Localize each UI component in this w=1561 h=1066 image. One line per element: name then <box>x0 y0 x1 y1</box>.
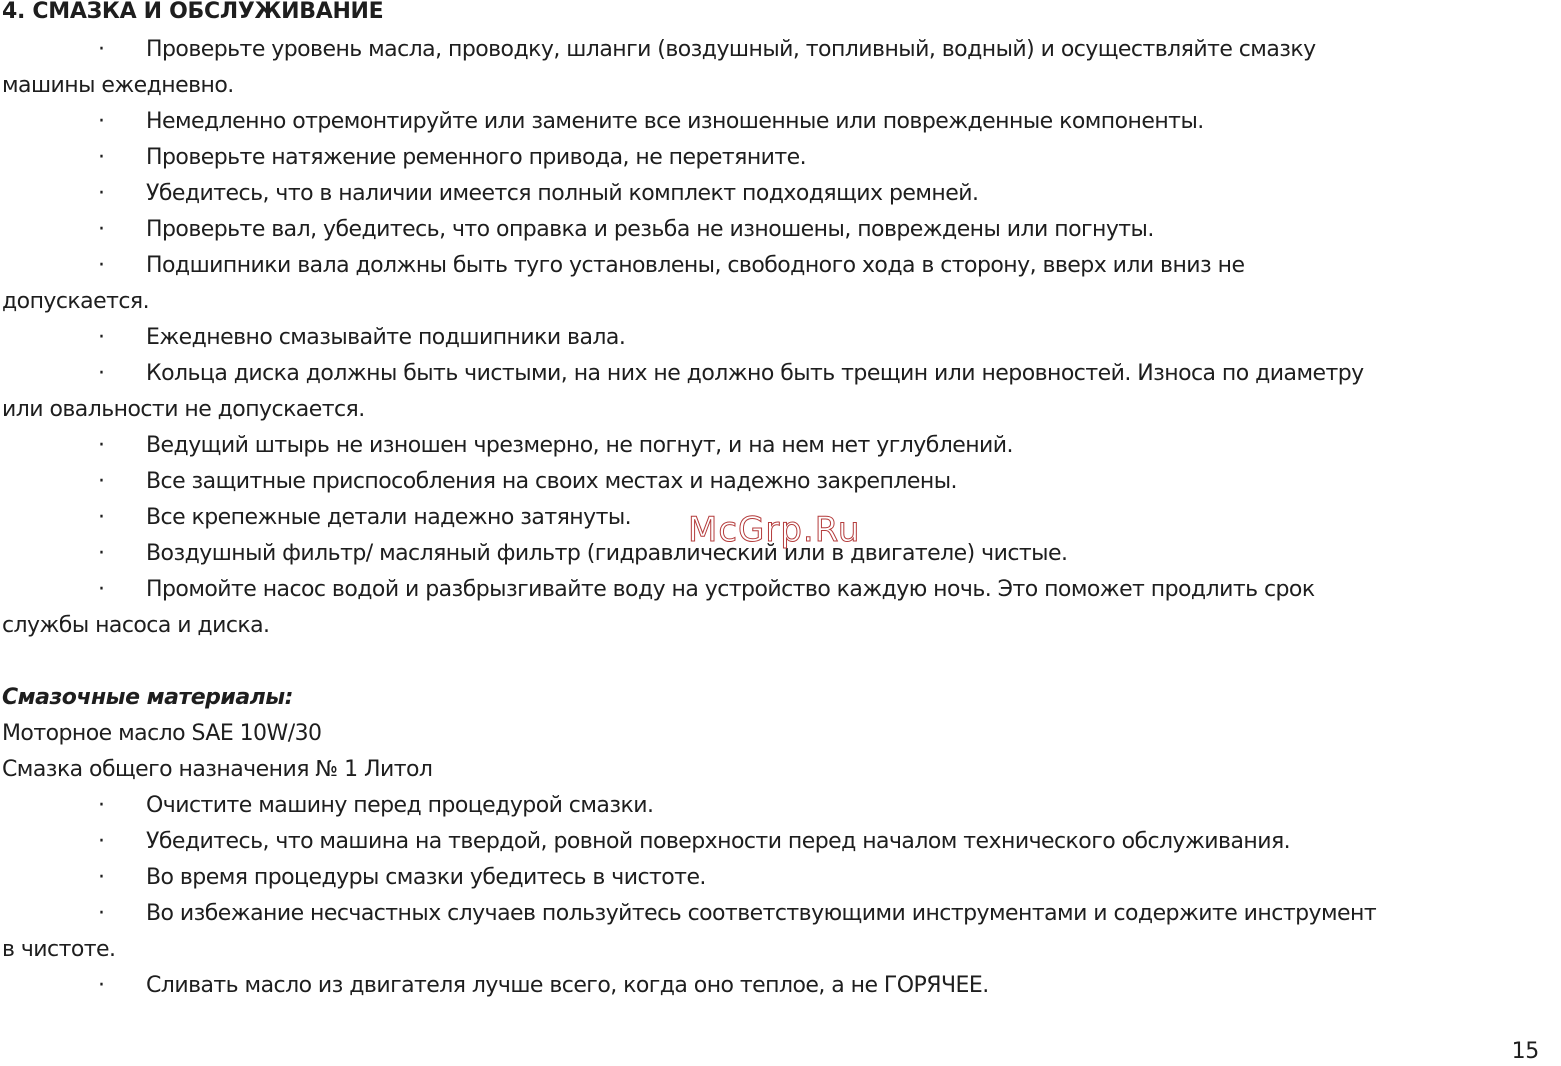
list-item-continuation: допускается. <box>2 289 150 314</box>
list-item <box>0 32 1561 104</box>
list-item-text: Проверьте уровень масла, проводку, шланги (воздушный, топливный, водный) и осуществляйте смазку <box>146 37 1316 62</box>
list-item-continuation: машины ежедневно. <box>2 73 234 98</box>
bullet-marker: · <box>98 325 105 350</box>
lubricants-heading: Смазочные материалы: <box>2 685 293 710</box>
bullet-marker: · <box>98 361 105 386</box>
list-item <box>0 968 1561 1004</box>
list-item-text: Кольца диска должны быть чистыми, на них не должно быть трещин или неровностей. Износа по диаметру <box>146 361 1364 386</box>
bullet-marker: · <box>98 829 105 854</box>
list-item-text: Подшипники вала должны быть туго установлены, свободного хода в сторону, вверх или вниз не <box>146 253 1245 278</box>
list-item <box>0 464 1561 500</box>
bullet-marker: · <box>98 181 105 206</box>
list-item <box>0 788 1561 824</box>
list-item <box>0 212 1561 248</box>
bullet-marker: · <box>98 793 105 818</box>
list-item <box>0 104 1561 140</box>
list-item-text: Ежедневно смазывайте подшипники вала. <box>146 325 626 350</box>
list-item <box>0 428 1561 464</box>
list-item-continuation: службы насоса и диска. <box>2 613 270 638</box>
list-item <box>0 140 1561 176</box>
list-item-text: Проверьте вал, убедитесь, что оправка и резьба не изношены, повреждены или погнуты. <box>146 217 1154 242</box>
bullet-marker: · <box>98 865 105 890</box>
bullet-marker: · <box>98 469 105 494</box>
bullet-marker: · <box>98 37 105 62</box>
list-item-text: Ведущий штырь не изношен чрезмерно, не погнут, и на нем нет углублений. <box>146 433 1013 458</box>
list-item <box>0 572 1561 644</box>
section-heading: 4. СМАЗКА И ОБСЛУЖИВАНИЕ <box>2 0 384 24</box>
list-item <box>0 320 1561 356</box>
lubricant-line: Смазка общего назначения № 1 Литол <box>2 757 433 782</box>
list-item <box>0 248 1561 320</box>
list-item-text: Убедитесь, что в наличии имеется полный комплект подходящих ремней. <box>146 181 979 206</box>
lubricant-line: Моторное масло SAE 10W/30 <box>2 721 322 746</box>
list-item-continuation: или овальности не допускается. <box>2 397 365 422</box>
list-item <box>0 356 1561 428</box>
list-item-text: Очистите машину перед процедурой смазки. <box>146 793 654 818</box>
watermark: McGrp.Ru <box>688 510 861 550</box>
bullet-marker: · <box>98 145 105 170</box>
list-item-text: Промойте насос водой и разбрызгивайте воду на устройство каждую ночь. Это поможет продлить срок <box>146 577 1315 602</box>
list-item-text: Немедленно отремонтируйте или замените все изношенные или поврежденные компоненты. <box>146 109 1204 134</box>
list-item-text: Убедитесь, что машина на твердой, ровной поверхности перед началом технического обслуживания. <box>146 829 1291 854</box>
list-item <box>0 896 1561 968</box>
list-item-continuation: в чистоте. <box>2 937 116 962</box>
bullet-marker: · <box>98 433 105 458</box>
page-number: 15 <box>1511 1039 1539 1064</box>
bullet-marker: · <box>98 541 105 566</box>
bullet-marker: · <box>98 217 105 242</box>
list-item-text: Проверьте натяжение ременного привода, не перетяните. <box>146 145 807 170</box>
bullet-marker: · <box>98 577 105 602</box>
bullet-marker: · <box>98 973 105 998</box>
spacer <box>0 644 1561 680</box>
bullet-marker: · <box>98 505 105 530</box>
list-item <box>0 860 1561 896</box>
bullet-marker: · <box>98 253 105 278</box>
list-item-text: Сливать масло из двигателя лучше всего, когда оно теплое, а не ГОРЯЧЕЕ. <box>146 973 989 998</box>
list-item-text: Все защитные приспособления на своих местах и надежно закреплены. <box>146 469 957 494</box>
list-item-text: Все крепежные детали надежно затянуты. <box>146 505 632 530</box>
list-item-text: Во избежание несчастных случаев пользуйтесь соответствующими инструментами и содержите инструмент <box>146 901 1377 926</box>
bullet-marker: · <box>98 109 105 134</box>
list-item <box>0 176 1561 212</box>
list-item <box>0 824 1561 860</box>
bullet-marker: · <box>98 901 105 926</box>
list-item-text: Воздушный фильтр/ масляный фильтр (гидравлический или в двигателе) чистые. <box>146 541 1068 566</box>
list-item-text: Во время процедуры смазки убедитесь в чистоте. <box>146 865 706 890</box>
